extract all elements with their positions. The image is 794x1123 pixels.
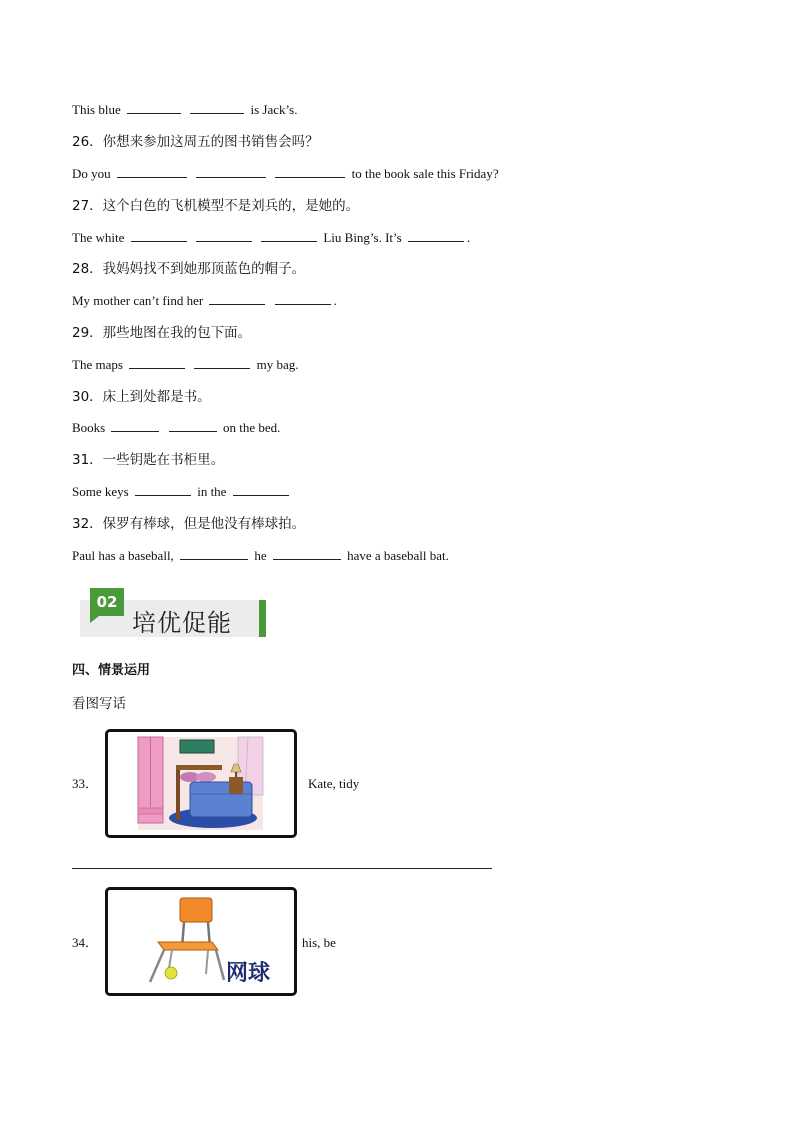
q34-hint: his, be	[302, 935, 336, 950]
q28-chinese: 28．我妈妈找不到她那顶蓝色的帽子。	[72, 261, 306, 277]
blank[interactable]	[196, 165, 266, 178]
banner-accent-bar	[259, 600, 266, 637]
blank[interactable]	[408, 229, 464, 242]
q30-after: on the bed.	[222, 420, 281, 435]
blank[interactable]	[275, 292, 331, 305]
blank[interactable]	[190, 101, 244, 114]
blank[interactable]	[169, 419, 217, 432]
banner-number: 02	[90, 588, 124, 616]
q33-number: 33．	[72, 776, 99, 791]
q25-before: This blue	[72, 102, 121, 117]
q29-chinese: 29．那些地图在我的包下面。	[72, 325, 252, 341]
q27-before: The white	[72, 230, 125, 245]
blank[interactable]	[129, 356, 185, 369]
q27-chinese: 27．这个白色的飞机模型不是刘兵的，是她的。	[72, 198, 360, 214]
q29-sentence	[72, 356, 299, 374]
bedroom-picture	[108, 732, 294, 835]
q34-number: 34．	[72, 935, 99, 950]
q32-before: Paul has a baseball,	[72, 548, 174, 563]
banner-tail	[90, 616, 99, 623]
q32-mid: he	[254, 548, 267, 563]
blank[interactable]	[131, 229, 187, 242]
q33-hint: Kate, tidy	[308, 776, 360, 791]
q31-chinese: 31．一些钥匙在书柜里。	[72, 452, 225, 468]
q33-picture-frame	[105, 729, 297, 838]
q28-after: .	[333, 293, 337, 308]
section-heading: 四、情景运用	[72, 663, 151, 678]
section-banner	[80, 593, 266, 637]
blank[interactable]	[117, 165, 187, 178]
blank[interactable]	[275, 165, 345, 178]
q32-sentence	[72, 547, 449, 565]
blank[interactable]	[209, 292, 265, 305]
q28-before: My mother can’t find her	[72, 293, 204, 308]
q31-before: Some keys	[72, 484, 129, 499]
blank[interactable]	[135, 483, 191, 496]
q26-after: to the book sale this Friday?	[351, 166, 499, 181]
blank[interactable]	[180, 547, 248, 560]
blank[interactable]	[127, 101, 181, 114]
blank[interactable]	[194, 356, 250, 369]
q34-picture-frame	[105, 887, 297, 996]
q25-sentence	[72, 101, 297, 119]
q26-before: Do you	[72, 166, 111, 181]
q32-chinese: 32．保罗有棒球，但是他没有棒球拍。	[72, 516, 306, 532]
q26-chinese: 26．你想来参加这周五的图书销售会吗？	[72, 134, 319, 150]
q29-before: The maps	[72, 357, 123, 372]
q26-sentence	[72, 165, 499, 183]
tennis-label: 网球	[226, 961, 271, 986]
q30-chinese: 30．床上到处都是书。	[72, 389, 211, 405]
q33-answer-line[interactable]	[72, 868, 492, 869]
blank[interactable]	[111, 419, 159, 432]
q27-sentence	[72, 229, 470, 247]
q31-mid: in the	[197, 484, 227, 499]
blank[interactable]	[196, 229, 252, 242]
blank[interactable]	[261, 229, 317, 242]
q27-mid: Liu Bing’s. It’s	[323, 230, 402, 245]
q30-sentence	[72, 419, 280, 437]
q31-sentence	[72, 483, 292, 501]
q27-after: .	[466, 230, 471, 245]
q25-after: is Jack’s.	[250, 102, 298, 117]
q32-after: have a baseball bat.	[347, 548, 449, 563]
banner-title: 培优促能	[132, 609, 232, 637]
q29-after: my bag.	[256, 357, 299, 372]
blank[interactable]	[233, 483, 289, 496]
blank[interactable]	[273, 547, 341, 560]
q28-sentence	[72, 292, 337, 310]
section-instruction: 看图写话	[72, 696, 126, 712]
q30-before: Books	[72, 420, 106, 435]
